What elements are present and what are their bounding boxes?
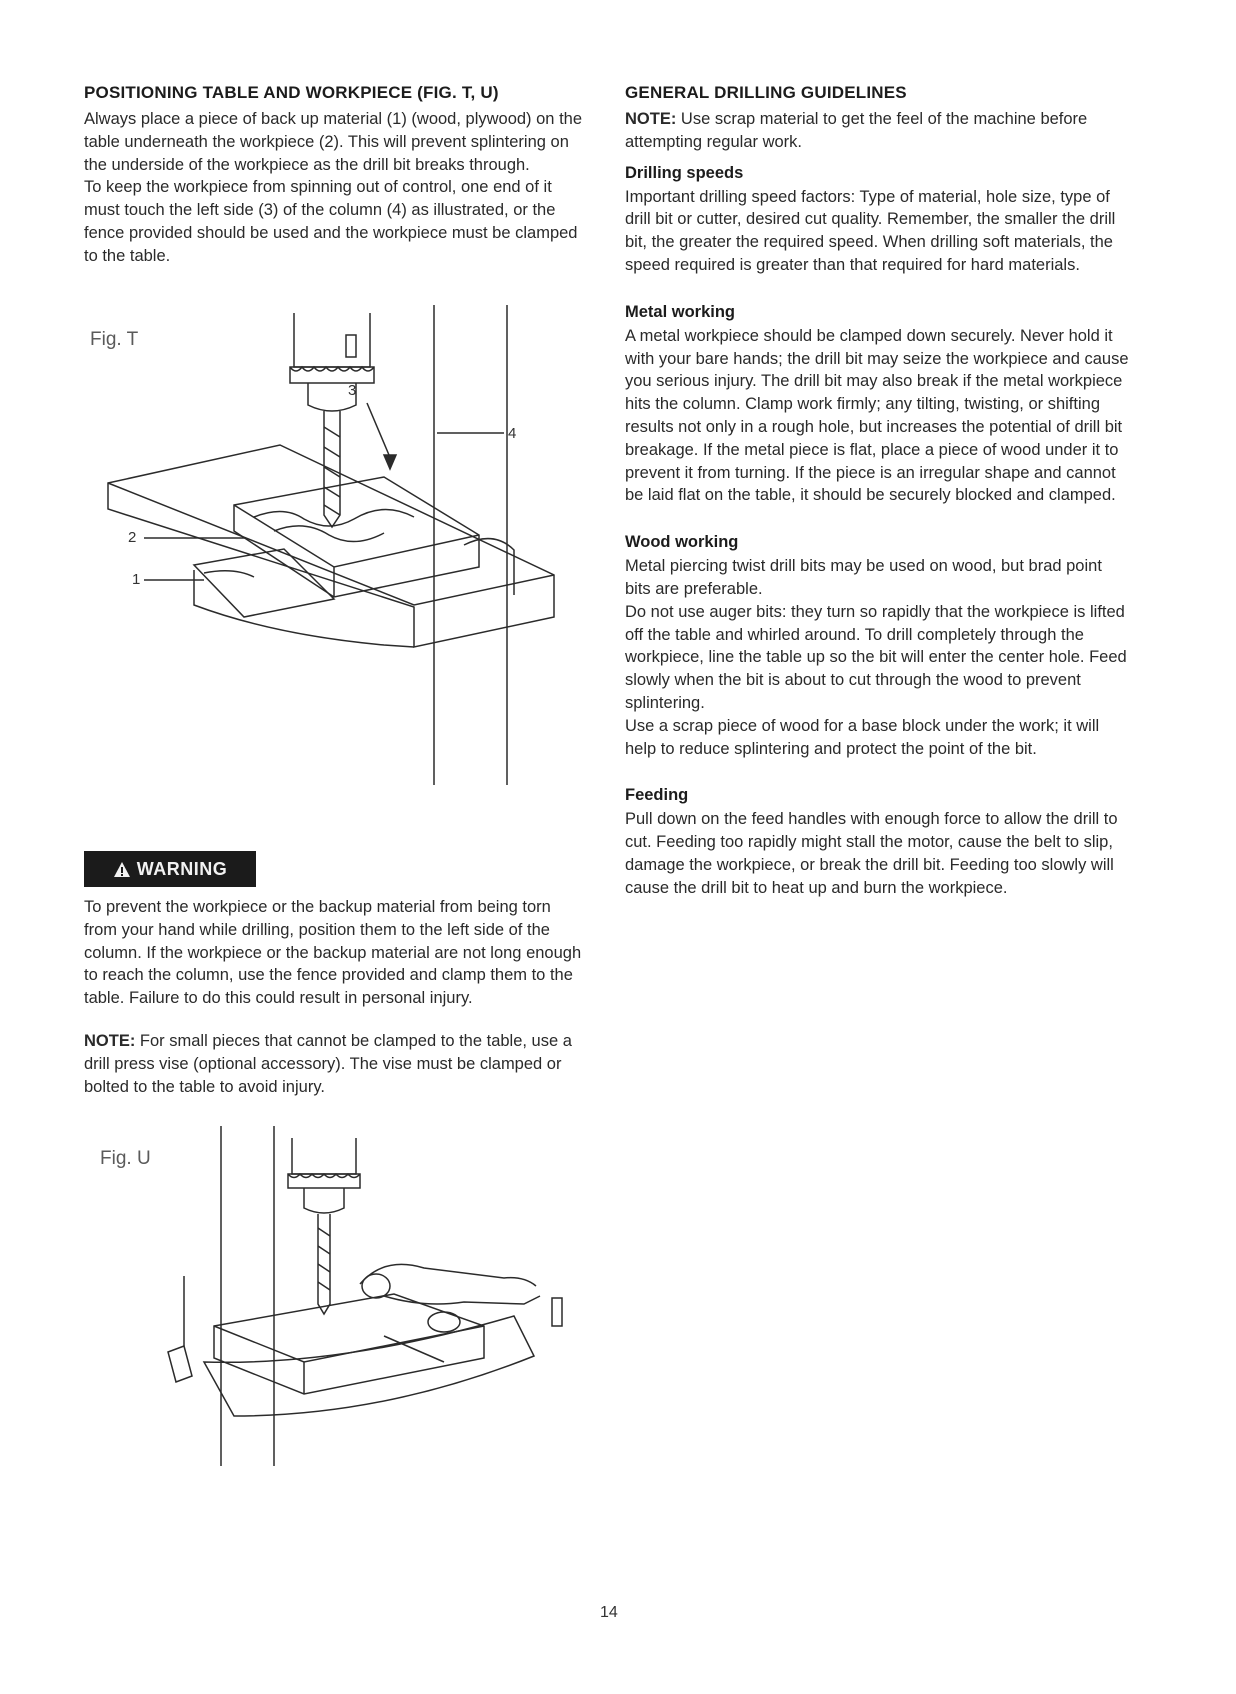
clamp-adjust-screw [552,1298,562,1326]
chuck-u-body [292,1138,356,1174]
figure-u [84,1126,584,1471]
clamp-handle-upper [360,1264,536,1286]
workpiece [234,477,479,597]
wood-working-text-3: Use a scrap piece of wood for a base block under the work; it will help to reduce splintering and protect the point of the bit. [625,716,1100,758]
warning-triangle-icon [113,861,131,878]
right-note-label: NOTE: [625,110,677,128]
metal-working-title: Metal working [625,302,736,321]
right-note [625,108,1130,154]
left-note-text: For small pieces that cannot be clamped to the table, use a drill press vise (optional accessory). The vise must be clamped or bolted to the table to avoid injury. [84,1031,572,1096]
warning-text: To prevent the workpiece or the backup material from being torn from your hand while drilling, position them to the left side of the column. If the workpiece or the backup material are not long enough to reach the column, use the fence provided and clamp them to the table. Failure to do this could result in personal injury. [84,898,582,1008]
warning-label: WARNING [136,858,228,879]
callout-line-3 [367,403,389,455]
metal-working-section [625,301,1130,507]
drilling-speeds-text: Important drilling speed factors: Type of material, hole size, type of drill bit or cutter, desired cut quality. Remember, the smaller the drill bit, the greater the required speed. When drilling soft materials, the speed required is greater than that required for hard materials. [625,187,1116,274]
right-column [625,82,1130,924]
table-lock-lever [168,1346,192,1382]
warning-block [84,896,584,1098]
table-support [194,570,414,647]
callout-4: 4 [508,425,517,442]
feeding-title: Feeding [625,786,689,805]
figure-t-label: Fig. T [90,329,139,350]
left-column [84,82,584,268]
wood-working-text-2: Do not use auger bits: they turn so rapidly that the workpiece is lifted off the table and whirled around. To drill completely through the workpiece, line the table up so the bit will enter the center hole. Feed slowly when the bit is about to cut through the wood to prevent splintering. [625,602,1127,712]
left-note [84,1030,584,1098]
clamp-handle-lower [384,1296,540,1304]
workpiece-block-u [214,1294,484,1394]
backup-grain [204,571,254,577]
chuck-key-slot [346,335,356,357]
drilling-speeds-title: Drilling speeds [625,163,744,182]
drill-table [108,445,554,647]
drill-bit-flutes [324,427,340,515]
metal-working-text: A metal workpiece should be clamped down securely. Never hold it with your bare hands; the drill bit may seize the workpiece and cause you serious injury. The drill bit may also break if the metal workpiece hits the column. Clamp work firmly; any tilting, twisting, or shifting results not only in a rough hole, but increases the potential of drill bit breakage. If the metal piece is flat, place a piece of wood under it to prevent it from turning. If the piece is an irregular shape and cannot be laid flat on the table, it should be securely blocked and clamped. [625,326,1129,505]
positioning-heading: POSITIONING TABLE AND WORKPIECE (FIG. T, U) [84,83,499,102]
callout-1: 1 [132,571,141,588]
workpiece-block-u-edges [214,1326,484,1394]
chuck-body [294,313,370,367]
wood-working-section [625,531,1130,760]
feeding-text: Pull down on the feed handles with enough force to allow the drill to cut. Feeding too rapidly might stall the motor, cause the belt to slip, damage the workpiece, or break the drill bit. Feeding too slowly will cause the drill bit to heat up and burn the workpiece. [625,810,1118,897]
chuck-u-nose [304,1188,344,1213]
callout-arrow-3 [384,455,396,469]
clamp-pad-left [362,1274,390,1298]
wood-working-title: Wood working [625,533,739,552]
positioning-intro-paragraph-2: To keep the workpiece from spinning out of control, one end of it must touch the left side (3) of the column (4) as illustrated, or the fence provided should be used and the workpiece must be clamped to the table. [84,178,578,265]
warning-badge [84,851,256,887]
clamp-pad-right [428,1312,460,1332]
figure-u-label: Fig. U [100,1148,151,1169]
drill-bit-u-flutes [318,1228,330,1290]
figure-t [84,305,584,795]
wood-working-text-1: Metal piercing twist drill bits may be used on wood, but brad point bits are preferable. [625,557,1102,598]
drilling-speeds-section [625,162,1130,277]
chuck-u-knurl [288,1174,360,1178]
figure-u-drawing [84,1126,584,1471]
guidelines-heading: GENERAL DRILLING GUIDELINES [625,83,907,102]
feeding-section [625,784,1130,899]
callout-2: 2 [128,529,137,546]
chuck-collar [290,367,374,383]
positioning-intro-paragraph-1: Always place a piece of back up material (1) (wood, plywood) on the table underneath the workpiece (2). This will prevent splintering on the underside of the workpiece as the drill bit breaks through. [84,110,583,174]
right-note-text: Use scrap material to get the feel of the machine before attempting regular work. [625,110,1088,151]
figure-t-drawing [84,305,584,795]
left-note-label: NOTE: [84,1031,136,1050]
page-number: 14 [600,1604,618,1621]
callout-3: 3 [348,382,357,399]
